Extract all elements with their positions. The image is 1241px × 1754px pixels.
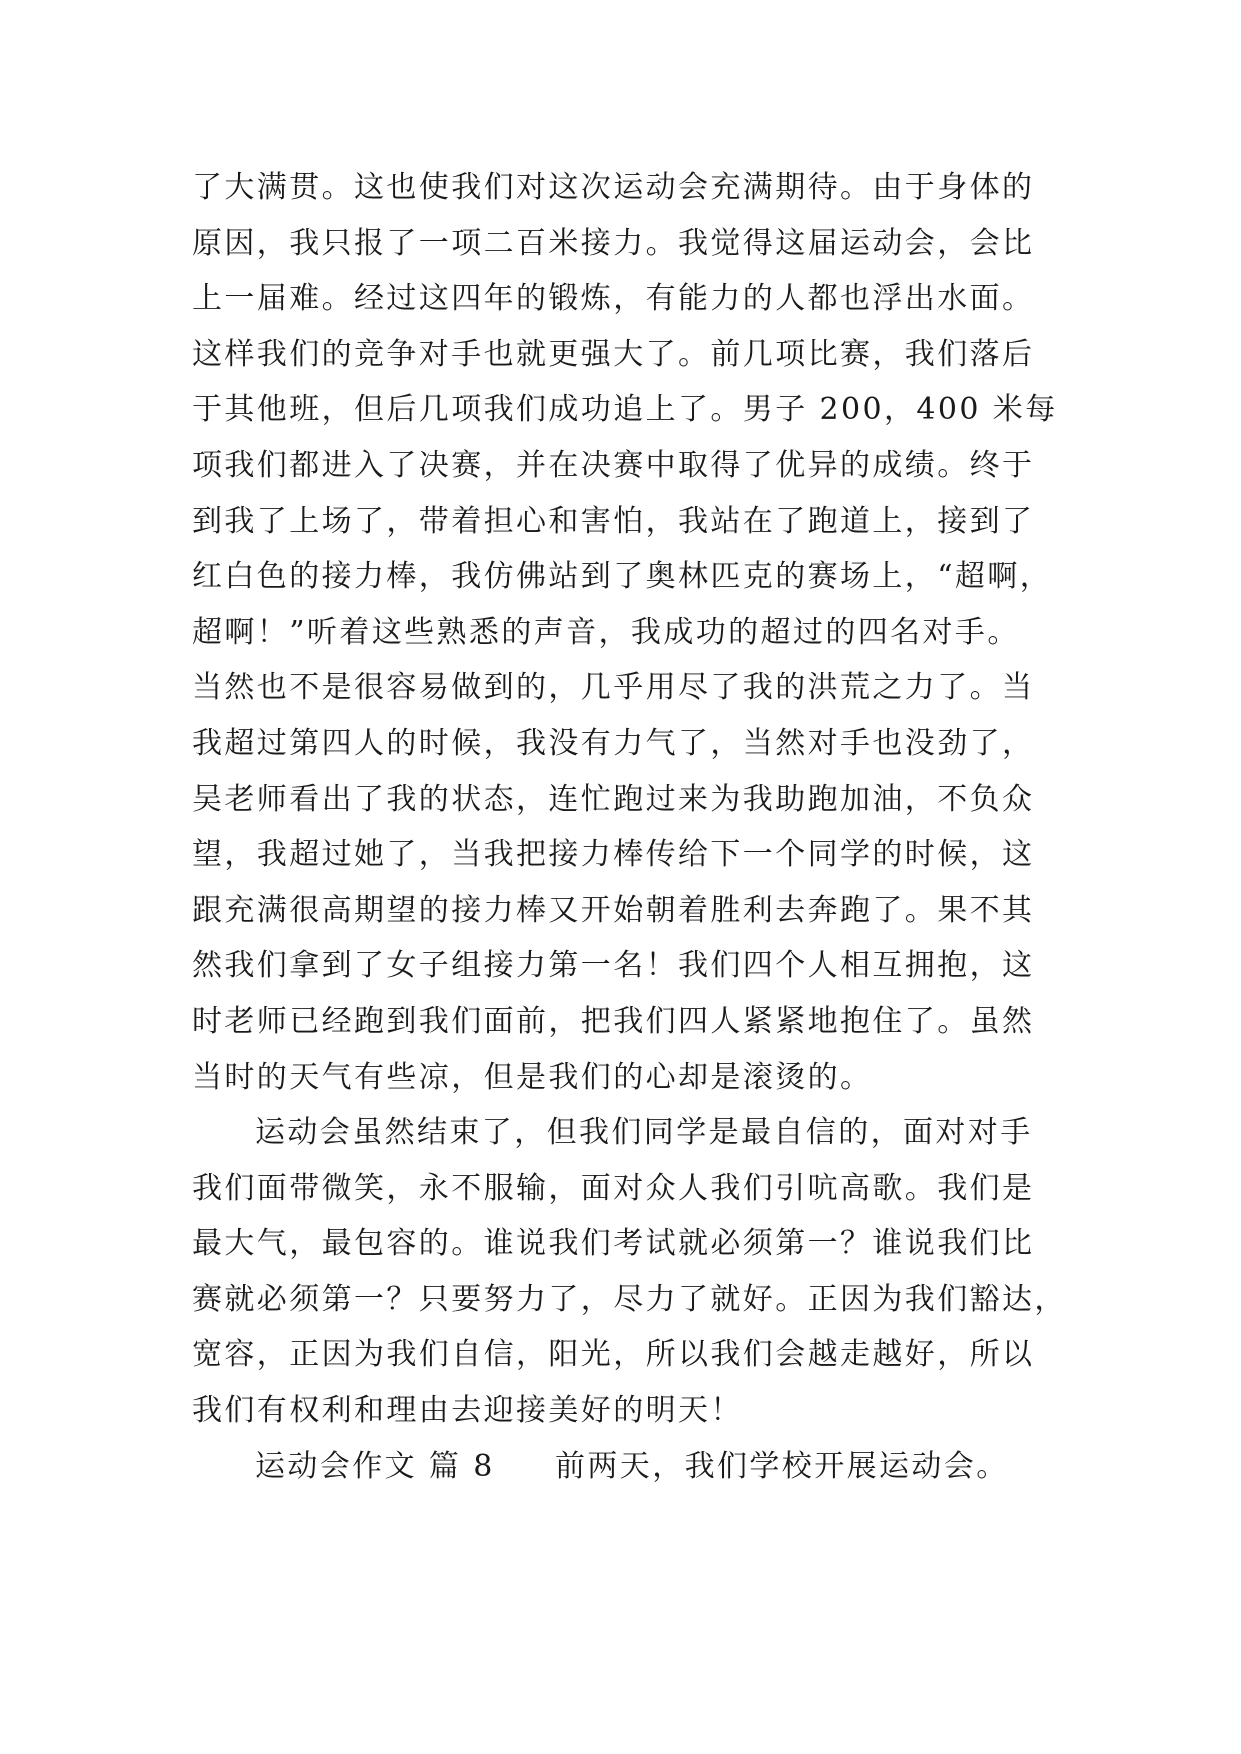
paragraph-line: 项我们都进入了决赛，并在决赛中取得了优异的成绩。终于 — [192, 447, 1035, 483]
paragraph-line: 红白色的接力棒，我仿佛站到了奥林匹克的赛场上，“超啊， — [192, 559, 1053, 595]
paragraph-line: 我们有权利和理由去迎接美好的明天！ — [192, 1393, 743, 1429]
paragraph-line: 时老师已经跑到我们面前，把我们四人紧紧地抱住了。虽然 — [192, 1003, 1035, 1039]
paragraph-line: 运动会虽然结束了，但我们同学是最自信的，面对对手 — [255, 1115, 1033, 1151]
paragraph-line: 原因，我只报了一项二百米接力。我觉得这届运动会，会比 — [192, 225, 1035, 261]
paragraph-line: 到我了上场了，带着担心和害怕，我站在了跑道上，接到了 — [192, 503, 1035, 539]
section-first-line: 前两天，我们学校开展运动会。 — [555, 1448, 1009, 1484]
paragraph-line: 我超过第四人的时候，我没有力气了，当然对手也没劲了， — [192, 725, 1035, 761]
paragraph-line: 当然也不是很容易做到的，几乎用尽了我的洪荒之力了。当 — [192, 670, 1035, 706]
section-heading: 运动会作文 篇 8 — [255, 1448, 495, 1484]
paragraph-line: 超啊！”听着这些熟悉的声音，我成功的超过的四名对手。 — [192, 614, 1020, 650]
paragraph-line: 望，我超过她了，当我把接力棒传给下一个同学的时候，这 — [192, 837, 1035, 873]
paragraph-line: 赛就必须第一？只要努力了，尽力了就好。正因为我们豁达， — [192, 1281, 1067, 1317]
document-body — [192, 160, 1072, 1494]
section-heading-line — [192, 1439, 1072, 1495]
paragraph-line: 我们面带微笑，永不服输，面对众人我们引吭高歌。我们是 — [192, 1170, 1035, 1206]
paragraph-line: 于其他班，但后几项我们成功追上了。男子 200，400 米每 — [192, 392, 1058, 428]
paragraph-line: 宽容，正因为我们自信，阳光，所以我们会越走越好，所以 — [192, 1337, 1035, 1373]
paragraph-line: 跟充满很高期望的接力棒又开始朝着胜利去奔跑了。果不其 — [192, 892, 1035, 928]
paragraph-line: 了大满贯。这也使我们对这次运动会充满期待。由于身体的 — [192, 170, 1035, 205]
paragraph-line: 吴老师看出了我的状态，连忙跑过来为我助跑加油，不负众 — [192, 781, 1035, 817]
paragraph-line: 这样我们的竞争对手也就更强大了。前几项比赛，我们落后 — [192, 336, 1035, 372]
paragraph-line: 上一届难。经过这四年的锻炼，有能力的人都也浮出水面。 — [192, 281, 1035, 317]
paragraph-line: 最大气，最包容的。谁说我们考试就必须第一？谁说我们比 — [192, 1226, 1035, 1262]
paragraph-line: 然我们拿到了女子组接力第一名！我们四个人相互拥抱，这 — [192, 948, 1035, 984]
paragraph-line: 当时的天气有些凉，但是我们的心却是滚烫的。 — [192, 1059, 873, 1095]
